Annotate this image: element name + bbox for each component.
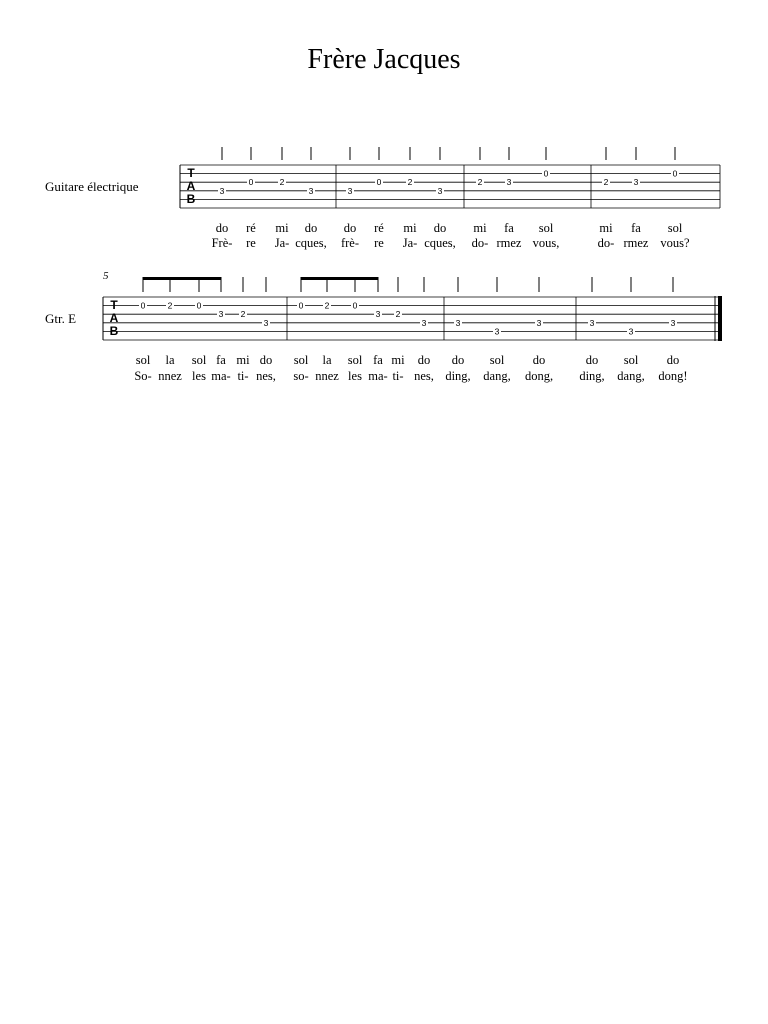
fret-number: 0 (248, 177, 254, 188)
lyric-word: re (246, 236, 256, 250)
tab-clef-letter: T (110, 298, 118, 312)
lyric-solfege: sol (489, 353, 505, 367)
lyric-word: do- (597, 236, 615, 250)
lyric-solfege: sol (293, 353, 309, 367)
fret-number: 3 (263, 317, 269, 328)
fret-number: 3 (494, 326, 500, 337)
fret-number: 3 (670, 317, 676, 328)
lyric-solfege: mi (599, 221, 613, 235)
lyric-solfege: do (304, 221, 318, 235)
lyric-word: so- (293, 369, 309, 383)
lyric-word: Frè- (211, 236, 233, 250)
fret-number: 0 (352, 300, 358, 311)
tab-clef-letter: B (109, 324, 119, 338)
fret-number: 3 (219, 185, 225, 196)
lyric-word: les (348, 369, 362, 383)
lyric-word: ti- (392, 369, 404, 383)
lyric-word: nnez (158, 369, 182, 383)
page-title: Frère Jacques (307, 44, 461, 75)
lyric-word: dang, (483, 369, 511, 383)
lyric-word: cques, (424, 236, 456, 250)
lyric-word: nes, (414, 369, 434, 383)
fret-number: 2 (324, 300, 330, 311)
lyric-solfege: sol (667, 221, 683, 235)
tab-clef-letter: A (109, 311, 119, 325)
fret-number: 3 (375, 309, 381, 320)
lyric-word: vous, (532, 236, 560, 250)
fret-number: 0 (376, 177, 382, 188)
lyric-word: Ja- (274, 236, 290, 250)
fret-number: 3 (536, 317, 542, 328)
lyric-word: dong, (524, 369, 554, 383)
lyric-word: do- (471, 236, 489, 250)
beam (143, 277, 221, 280)
fret-number: 0 (543, 168, 549, 179)
tab-clef-letter: A (186, 179, 196, 193)
lyric-solfege: do (215, 221, 229, 235)
lyric-word: cques, (295, 236, 327, 250)
lyric-solfege: sol (347, 353, 363, 367)
fret-number: 2 (240, 309, 246, 320)
lyric-solfege: fa (504, 221, 514, 235)
fret-number: 3 (633, 177, 639, 188)
fret-number: 3 (455, 317, 461, 328)
tab-clef-letter: B (186, 192, 196, 206)
lyric-solfege: sol (538, 221, 554, 235)
lyric-solfege: do (451, 353, 465, 367)
fret-number: 2 (407, 177, 413, 188)
fret-number: 0 (672, 168, 678, 179)
lyric-solfege: do (666, 353, 680, 367)
lyric-solfege: mi (473, 221, 487, 235)
lyric-word: So- (134, 369, 152, 383)
fret-number: 2 (167, 300, 173, 311)
lyric-solfege: la (322, 353, 332, 367)
tab-clef-letter: T (187, 166, 195, 180)
lyric-solfege: fa (216, 353, 226, 367)
lyric-solfege: do (585, 353, 599, 367)
fret-number: 3 (347, 185, 353, 196)
lyric-word: ma- (368, 369, 388, 383)
lyric-solfege: do (433, 221, 447, 235)
fret-number: 2 (279, 177, 285, 188)
lyric-solfege: fa (373, 353, 383, 367)
lyric-solfege: do (259, 353, 273, 367)
lyric-word: nes, (256, 369, 276, 383)
fret-number: 2 (603, 177, 609, 188)
lyric-solfege: mi (275, 221, 289, 235)
measure-number: 5 (103, 270, 109, 282)
fret-number: 3 (218, 309, 224, 320)
lyric-solfege: fa (631, 221, 641, 235)
fret-number: 0 (298, 300, 304, 311)
lyric-solfege: sol (135, 353, 151, 367)
lyric-word: nnez (315, 369, 339, 383)
lyric-solfege: sol (191, 353, 207, 367)
lyric-word: Ja- (402, 236, 418, 250)
instrument-name: Gtr. E (45, 311, 77, 326)
lyric-word: vous? (660, 236, 690, 250)
final-barline (718, 296, 722, 341)
lyric-word: frè- (340, 236, 360, 250)
fret-number: 2 (477, 177, 483, 188)
lyric-solfege: do (532, 353, 546, 367)
fret-number: 3 (506, 177, 512, 188)
lyric-solfege: mi (391, 353, 405, 367)
lyric-solfege: mi (236, 353, 250, 367)
fret-number: 2 (395, 309, 401, 320)
fret-number: 3 (437, 185, 443, 196)
instrument-name: Guitare électrique (45, 179, 139, 194)
lyric-solfege: la (165, 353, 175, 367)
lyric-word: re (374, 236, 384, 250)
lyric-word: dong! (658, 369, 688, 383)
lyric-word: rmez (623, 236, 649, 250)
lyric-word: rmez (496, 236, 522, 250)
lyric-word: ding, (445, 369, 471, 383)
lyric-solfege: ré (246, 221, 256, 235)
lyric-solfege: sol (623, 353, 639, 367)
lyric-solfege: do (343, 221, 357, 235)
lyric-word: ti- (237, 369, 249, 383)
fret-number: 0 (196, 300, 202, 311)
lyric-word: ding, (579, 369, 605, 383)
fret-number: 0 (140, 300, 146, 311)
lyric-solfege: ré (374, 221, 384, 235)
fret-number: 3 (628, 326, 634, 337)
lyric-solfege: mi (403, 221, 417, 235)
lyric-word: les (192, 369, 206, 383)
lyric-word: ma- (211, 369, 231, 383)
lyric-solfege: do (417, 353, 431, 367)
beam (301, 277, 378, 280)
fret-number: 3 (308, 185, 314, 196)
lyric-word: dang, (617, 369, 645, 383)
fret-number: 3 (421, 317, 427, 328)
fret-number: 3 (589, 317, 595, 328)
